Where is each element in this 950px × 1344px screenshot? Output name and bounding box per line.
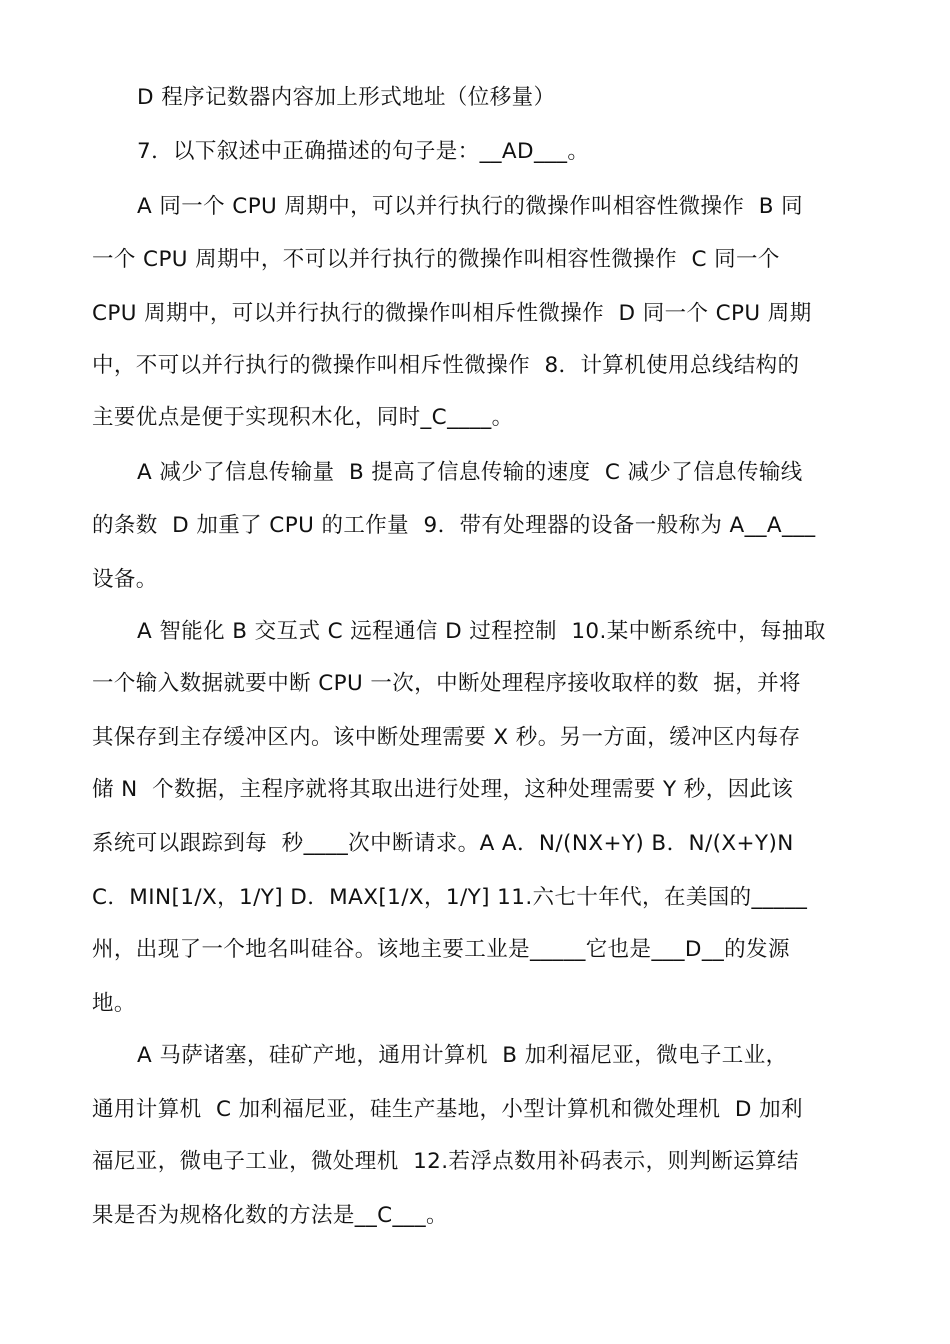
text-line-4: 一个 CPU 周期中，不可以并行执行的微操作叫相容性微操作 C 同一个 (92, 247, 780, 272)
text-line-5: CPU 周期中，可以并行执行的微操作叫相斥性微操作 D 同一个 CPU 周期 (92, 301, 812, 326)
text-line-18: 地。 (92, 991, 136, 1016)
text-line-1: D 程序记数器内容加上形式地址（位移量） (137, 85, 556, 110)
text-line-13: 其保存到主存缓冲区内。该中断处理需要 X 秒。另一方面，缓冲区内每存 (92, 725, 801, 750)
text-line-11: A 智能化 B 交互式 C 远程通信 D 过程控制 10.某中断系统中，每抽取 (137, 619, 826, 644)
text-line-15: 系统可以跟踪到每 秒____次中断请求。A A．N/(NX+Y) B．N/(X+Y)N (92, 831, 794, 856)
text-line-21: 福尼亚，微电子工业，微处理机 12.若浮点数用补码表示，则判断运算结 (92, 1149, 799, 1174)
text-line-10: 设备。 (92, 567, 158, 592)
text-line-20: 通用计算机 C 加利福尼亚，硅生产基地，小型计算机和微处理机 D 加利 (92, 1097, 803, 1122)
text-line-8: A 减少了信息传输量 B 提高了信息传输的速度 C 减少了信息传输线 (137, 460, 803, 485)
text-line-9: 的条数 D 加重了 CPU 的工作量 9．带有处理器的设备一般称为 A__A___ (92, 513, 816, 538)
text-line-2: 7．以下叙述中正确描述的句子是：__AD___。 (137, 139, 590, 164)
text-line-17: 州，出现了一个地名叫硅谷。该地主要工业是_____它也是___D__的发源 (92, 937, 790, 962)
text-line-12: 一个输入数据就要中断 CPU 一次，中断处理程序接收取样的数 据，并将 (92, 671, 801, 696)
text-line-14: 储 N 个数据，主程序就将其取出进行处理，这种处理需要 Y 秒，因此该 (92, 777, 794, 802)
text-line-3: A 同一个 CPU 周期中，可以并行执行的微操作叫相容性微操作 B 同 (137, 194, 804, 219)
text-line-7: 主要优点是便于实现积木化，同时_C____。 (92, 405, 514, 430)
text-line-6: 中，不可以并行执行的微操作叫相斥性微操作 8．计算机使用总线结构的 (92, 353, 800, 378)
text-line-22: 果是否为规格化数的方法是__C___。 (92, 1203, 448, 1228)
text-line-16: C．MIN[1/X，1/Y] D．MAX[1/X，1/Y] 11.六七十年代，在美国的_____ (92, 885, 808, 910)
text-line-19: A 马萨诸塞，硅矿产地，通用计算机 B 加利福尼亚，微电子工业， (137, 1043, 788, 1068)
